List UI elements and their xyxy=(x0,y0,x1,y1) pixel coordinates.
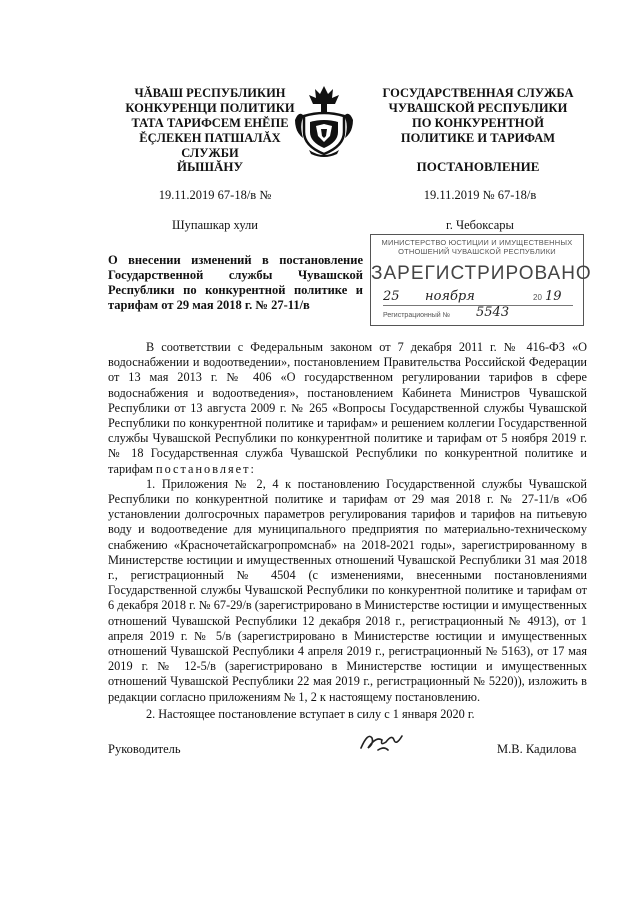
stamp-reg-line xyxy=(383,312,450,319)
stamp-month: ноября xyxy=(425,289,475,304)
stamp-year: 19 xyxy=(545,289,562,304)
stamp-ministry: МИНИСТЕРСТВО ЮСТИЦИИ И ИМУЩЕСТВЕННЫХ ОТНОШЕНИЙ ЧУВАШСКОЙ РЕСПУБЛИКИ xyxy=(381,238,573,256)
document-title: О внесении изменений в постановление Государственной службы Чувашской Республики по конкурентной политике и тарифам от 29 мая 2018 г. № 27-11/в xyxy=(108,253,363,312)
item-2: 2. Настоящее постановление вступает в силу с 1 января 2020 г. xyxy=(146,706,475,721)
stamp-registered: ЗАРЕГИСТРИРОВАНО xyxy=(371,263,592,284)
city-chuvash: Шупашкар хули xyxy=(172,218,258,232)
stamp-year-prefix: 20 xyxy=(533,293,542,302)
decree-word: постановляет: xyxy=(156,461,256,476)
doc-type-russian: ПОСТАНОВЛЕНИЕ xyxy=(416,159,540,174)
preamble-paragraph xyxy=(108,340,587,477)
stamp-reg-number: 5543 xyxy=(476,305,510,320)
stamp-day: 25 xyxy=(383,289,400,304)
date-number-chuvash: 19.11.2019 67-18/в № xyxy=(158,188,272,202)
preamble-text: В соответствии с Федеральным законом от 7 декабря 2011 г. № 416-ФЗ «О водоснабжении и водоотведении», постановлением Правительства Российской Федерации от 13 мая 2013 г. № 406 «О государственном регулировании тарифов в сфере водоснабжения и водоотведения», постановлением Кабинета Министров Чувашской Республики от 13 августа 2009 г. № 265 «Вопросы Государственной службы Чувашской Республики по конкурентной политике и тарифам» и решением коллегии Государственной службы Чувашской Республики по конкурентной политике и тарифам от 5 ноября 2019 г. № 18 Государственная служба Чувашской Республики по конкурентной политике и тарифам xyxy=(108,340,587,476)
stamp-reg-label: Регистрационный № xyxy=(383,312,451,319)
coat-of-arms-emblem xyxy=(287,80,361,160)
date-number-russian: 19.11.2019 № 67-18/в xyxy=(423,188,537,202)
document-body xyxy=(108,340,587,722)
org-name-russian: ГОСУДАРСТВЕННАЯ СЛУЖБА ЧУВАШСКОЙ РЕСПУБЛИКИ ПО КОНКУРЕНТНОЙ ПОЛИТИКЕ И ТАРИФАМ xyxy=(382,86,574,145)
handwritten-signature xyxy=(358,728,408,759)
signatory-name: М.В. Кадилова xyxy=(497,742,577,756)
doc-type-chuvash: ЙЫШĂНУ xyxy=(176,159,244,174)
city-russian: г. Чебоксары xyxy=(446,218,514,232)
signatory-position: Руководитель xyxy=(108,742,181,756)
registration-stamp xyxy=(370,234,592,326)
org-name-chuvash: ЧĂВАШ РЕСПУБЛИКИН КОНКУРЕНЦИ ПОЛИТИКИ ТАТА ТАРИФСЕМ ЕНĔПЕ ĔÇЛЕКЕН ПАТШАЛĂХ СЛУЖБИ xyxy=(125,86,295,160)
item-1: 1. Приложения № 2, 4 к постановлению Государственной службы Чувашской Республики по конкурентной политике и тарифам от 29 мая 2018 г. № 27-11/в «Об установлении долгосрочных параметров регулирования тарифов и тарифов на питьевую воду и водоотведение для муниципального предприятия по материально-техническому снабжению «Красночетайскагропромснаб» на 2018-2021 годы», зарегистрированному в Министерстве юстиции и имущественных отношений Чувашской Республики 31 мая 2018 г., регистрационный № 4504 (с изменениями, внесенными постановлениями Государственной службы Чувашской Республики по конкурентной политике и тарифам от 6 декабря 2018 г. № 67-29/в (зарегистрировано в Министерстве юстиции и имущественных отношений Чувашской Республики 12 декабря 2018 г., регистрационный № 4913), от 1 апреля 2019 г. № 5/в (зарегистрировано в Министерстве юстиции и имущественных отношений Чувашской Республики 4 апреля 2019 г., регистрационный № 5163), от 17 мая 2019 г. № 12-5/в (зарегистрировано в Министерстве юстиции и имущественных отношений Чувашской Республики 22 мая 2019 г., регистрационный № 5220)), изложить в редакции согласно приложениям № 1, 2 к настоящему постановлению. xyxy=(108,476,587,704)
